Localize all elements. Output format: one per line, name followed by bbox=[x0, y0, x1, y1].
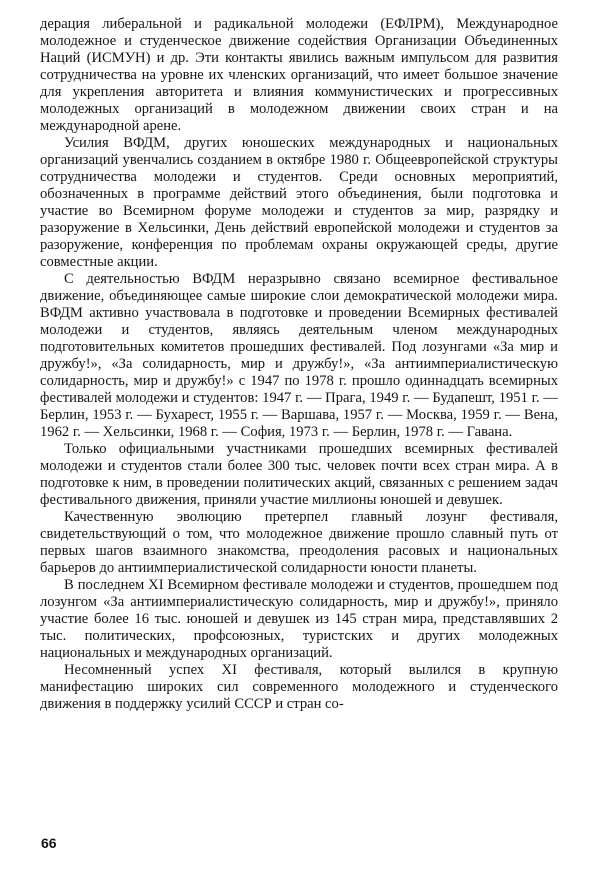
paragraph-slogan-evolution: Качественную эволюцию претерпел главный лозунг фестиваля, свидетельствующий о том, что молодежное движение прошло славный путь от первых шагов взаимного знакомства, преодоления расовых и национальных барьеров до антиимпериалистической солидарности юности планеты. bbox=[40, 509, 558, 576]
paragraph-xi-success: Несомненный успех XI фестиваля, который вылился в крупную манифестацию широких сил современного молодежного и студенческого движения в поддержку усилий СССР и стран со- bbox=[40, 662, 558, 712]
paragraph-xi-festival: В последнем XI Всемирном фестивале молодежи и студентов, прошедшем под лозунгом «За антиимпериалистическую солидарность, мир и дружбу!», приняло участие более 16 тыс. юношей и девушек из 145 стран мира, представлявших 2 тыс. политических, профсоюзных, туристских и других молодежных национальных и международных организаций. bbox=[40, 577, 558, 661]
paragraph-vfdm-efforts: Усилия ВФДМ, других юношеских международных и национальных организаций увенчались созданием в октябре 1980 г. Общеевропейской структуры сотрудничества молодежи и студентов. Среди основных мероприятий, обозначенных в программе действий этого объединения, были подготовка и участие во Всемирном форуме молодежи и студентов за мир, разрядку и разоружение в Хельсинки, День действий европейской молодежи и студентов за разоружение, конференция по проблемам охраны окружающей среды, другие совместные акции. bbox=[40, 135, 558, 270]
paragraph-official-participants: Только официальными участниками прошедших всемирных фестивалей молодежи и студентов стали более 300 тыс. человек почти всех стран мира. А в подготовке к ним, в проведении политических акций, связанных с решением задач фестивального движения, приняли участие миллионы юношей и девушек. bbox=[40, 441, 558, 508]
paragraph-festival-movement: С деятельностью ВФДМ неразрывно связано всемирное фестивальное движение, объединяющее самые широкие слои демократической молодежи мира. ВФДМ активно участвовала в подготовке и проведении Всемирных фестивалей молодежи и студентов, являясь деятельным членом международных подготовительных комитетов прошедших фестивалей. Под лозунгами «За мир и дружбу!», «За солидарность, мир и дружбу!», «За антиимпериалистическую солидарность, мир и дружбу!» с 1947 по 1978 г. прошло одиннадцать всемирных фестивалей молодежи и студентов: 1947 г. — Прага, 1949 г. — Будапешт, 1951 г. — Берлин, 1953 г. — Бухарест, 1955 г. — Варшава, 1957 г. — Москва, 1959 г. — Вена, 1962 г. — Хельсинки, 1968 г. — София, 1973 г. — Берлин, 1978 г. — Гавана. bbox=[40, 271, 558, 440]
page-number: 66 bbox=[41, 835, 57, 851]
text-column bbox=[40, 16, 558, 713]
paragraph-continuation: дерация либеральной и радикальной молодежи (ЕФЛРМ), Международное молодежное и студенческое движение содействия Организации Объединенных Наций (ИСМУН) и др. Эти контакты явились важным импульсом для развития сотрудничества на уровне их членских организаций, что имеет большое значение для укрепления авторитета и влияния коммунистических и прогрессивных молодежных организаций в молодежном движении своих стран и на международной арене. bbox=[40, 16, 558, 134]
